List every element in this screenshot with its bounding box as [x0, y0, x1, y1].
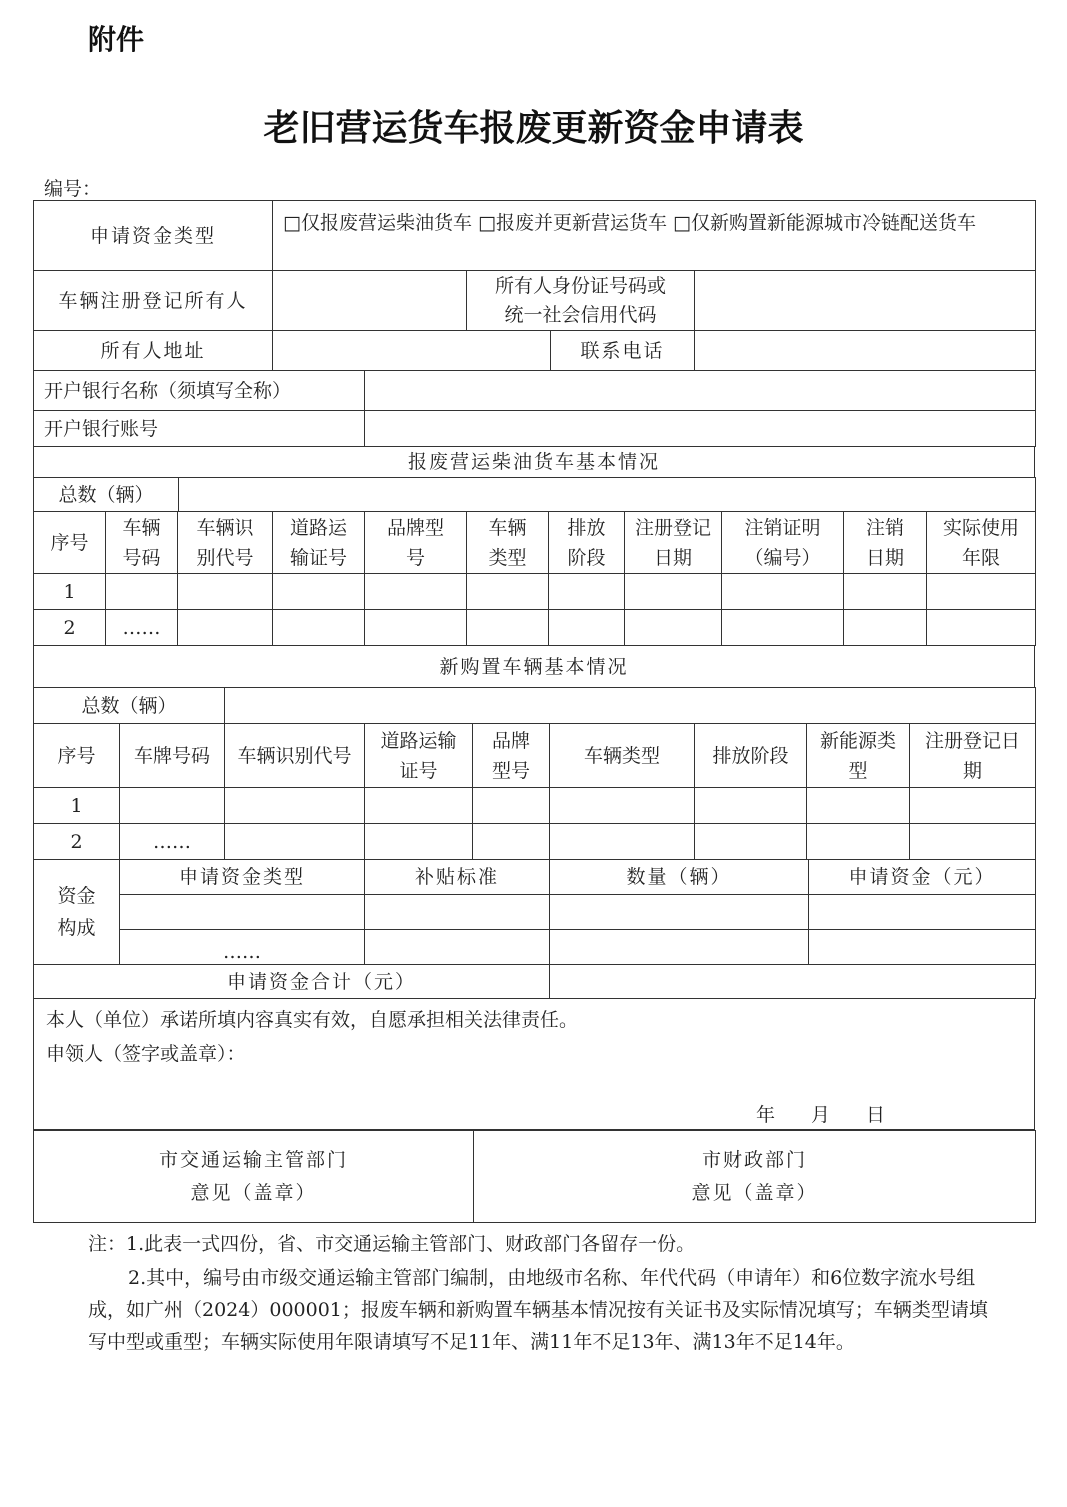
new-header-type: 车辆类型: [550, 724, 695, 788]
cell[interactable]: [365, 930, 550, 965]
attachment-label: 附件: [88, 23, 145, 56]
cell[interactable]: [807, 824, 910, 860]
applicant-info-table: [33, 200, 1036, 371]
cell[interactable]: [467, 610, 549, 646]
scrap-header-type: 车辆类型: [467, 512, 549, 574]
cell[interactable]: [550, 824, 695, 860]
funding-header-quantity: 数量（辆）: [550, 860, 809, 895]
new-total-label: 总数（辆）: [34, 688, 225, 724]
cell[interactable]: [550, 895, 809, 930]
notes: [88, 1228, 988, 1358]
cell[interactable]: [365, 574, 467, 610]
cell[interactable]: [120, 895, 365, 930]
row-index: 1: [34, 788, 120, 824]
option-new-cold-chain-only[interactable]: □仅新购置新能源城市冷链配送货车: [673, 212, 976, 234]
cell[interactable]: [722, 610, 844, 646]
cell[interactable]: [273, 574, 365, 610]
cell[interactable]: [844, 610, 927, 646]
new-vehicle-total-table: [33, 687, 1036, 724]
cell[interactable]: [467, 574, 549, 610]
serial-number-label: 编号：: [44, 178, 102, 200]
note-1: 注：1.此表一式四份，省、市交通运输主管部门、财政部门各留存一份。: [88, 1233, 696, 1255]
owner-field[interactable]: [273, 271, 467, 331]
new-total-field[interactable]: [225, 688, 1036, 724]
new-vehicle-section-title: 新购置车辆基本情况: [34, 646, 1035, 688]
cell[interactable]: [927, 610, 1036, 646]
cell[interactable]: [365, 824, 473, 860]
option-scrap-and-renew[interactable]: □报废并更新营运货车: [478, 212, 667, 234]
cell[interactable]: [625, 574, 722, 610]
scrap-section-header: [33, 446, 1035, 478]
cell[interactable]: [365, 788, 473, 824]
funding-total-field[interactable]: [550, 965, 1036, 999]
funding-header-type: 申请资金类型: [120, 860, 365, 895]
cell[interactable]: [225, 788, 365, 824]
date-day: 日: [866, 1104, 888, 1126]
date-year: 年: [756, 1104, 778, 1126]
cell[interactable]: [722, 574, 844, 610]
owner-id-field[interactable]: [695, 271, 1036, 331]
scrap-header-index: 序号: [34, 512, 106, 574]
scrap-total-field[interactable]: [179, 478, 1036, 512]
cell[interactable]: [473, 824, 550, 860]
new-header-permit: 道路运输证号: [365, 724, 473, 788]
cell[interactable]: [549, 610, 625, 646]
bank-name-label: 开户银行名称（须填写全称）: [34, 371, 365, 411]
fund-type-options: [273, 201, 1036, 271]
ellipsis-cell: ……: [120, 824, 225, 860]
fund-type-label: 申请资金类型: [34, 201, 273, 271]
new-header-index: 序号: [34, 724, 120, 788]
cell[interactable]: [910, 824, 1036, 860]
scrap-header-cancel-date: 注销日期: [844, 512, 927, 574]
cell[interactable]: [695, 788, 807, 824]
approval-table: [33, 1130, 1036, 1223]
phone-label: 联系电话: [551, 331, 695, 371]
cell[interactable]: [106, 574, 178, 610]
scrap-header-vin: 车辆识别代号: [178, 512, 273, 574]
cell[interactable]: [225, 824, 365, 860]
new-header-vin: 车辆识别代号: [225, 724, 365, 788]
cell[interactable]: [807, 788, 910, 824]
scrap-header-permit: 道路运输证号: [273, 512, 365, 574]
scrap-header-emission: 排放阶段: [549, 512, 625, 574]
table-row: [34, 930, 1036, 965]
bank-info-table: [33, 370, 1036, 447]
table-row: [34, 895, 1036, 930]
scrap-header-cancel-cert: 注销证明（编号）: [722, 512, 844, 574]
table-row: [34, 574, 1036, 610]
phone-field[interactable]: [695, 331, 1036, 371]
finance-dept-seal: 意见（盖章）: [691, 1181, 818, 1204]
row-index: 1: [34, 574, 106, 610]
cell[interactable]: [473, 788, 550, 824]
scrap-header-model: 品牌型号: [365, 512, 467, 574]
cell[interactable]: [178, 610, 273, 646]
ellipsis-cell: ……: [120, 930, 365, 965]
cell[interactable]: [273, 610, 365, 646]
cell[interactable]: [550, 788, 695, 824]
cell[interactable]: [120, 788, 225, 824]
owner-address-label: 所有人地址: [34, 331, 273, 371]
cell[interactable]: [809, 930, 1036, 965]
row-index: 2: [34, 824, 120, 860]
new-header-plate: 车牌号码: [120, 724, 225, 788]
finance-dept-opinion[interactable]: [474, 1131, 1036, 1223]
owner-label: 车辆注册登记所有人: [34, 271, 273, 331]
cell[interactable]: [844, 574, 927, 610]
cell[interactable]: [625, 610, 722, 646]
new-vehicle-table: [33, 723, 1036, 860]
cell[interactable]: [927, 574, 1036, 610]
scrap-total-label: 总数（辆）: [34, 478, 179, 512]
date-line: [756, 1100, 921, 1127]
funding-composition-label: 资金构成: [34, 860, 120, 965]
scrap-header-plate: 车辆号码: [106, 512, 178, 574]
scrap-header-reg-date: 注册登记日期: [625, 512, 722, 574]
bank-account-label: 开户银行账号: [34, 411, 365, 447]
cell[interactable]: [910, 788, 1036, 824]
form-title: 老旧营运货车报废更新资金申请表: [263, 108, 804, 149]
bank-account-field[interactable]: [365, 411, 1036, 447]
date-month: 月: [811, 1104, 833, 1126]
scrap-total-table: [33, 477, 1036, 512]
cell[interactable]: [550, 930, 809, 965]
new-vehicle-section-header: [33, 645, 1035, 688]
transport-dept-label: 市交通运输主管部门: [158, 1148, 348, 1171]
new-header-model: 品牌型号: [473, 724, 550, 788]
cell[interactable]: [695, 824, 807, 860]
cell[interactable]: [809, 895, 1036, 930]
cell[interactable]: [549, 574, 625, 610]
transport-dept-seal: 意见（盖章）: [190, 1181, 317, 1204]
scrap-section-title: 报废营运柴油货车基本情况: [34, 447, 1035, 478]
signer-label: 申领人（签字或盖章）：: [46, 1043, 246, 1065]
cell[interactable]: [365, 610, 467, 646]
owner-address-field[interactable]: [273, 331, 551, 371]
row-index: 2: [34, 610, 106, 646]
ellipsis-cell: ……: [106, 610, 178, 646]
table-row: [34, 788, 1036, 824]
cell[interactable]: [178, 574, 273, 610]
note-2: 2.其中，编号由市级交通运输主管部门编制，由地级市名称、年代代码（申请年）和6位数字流水号组成，如广州（2024）000001；报废车辆和新购置车辆基本情况按有关证书及实际情况填写；车辆类型请填写中型或重型；车辆实际使用年限请填写不足11年、满11年不足13年、满13年不足14年。: [88, 1267, 988, 1353]
funding-header-standard: 补贴标准: [365, 860, 550, 895]
new-header-energy-type: 新能源类型: [807, 724, 910, 788]
table-row: [34, 610, 1036, 646]
table-row: [34, 824, 1036, 860]
declaration-box: [33, 998, 1035, 1130]
new-header-reg-date: 注册登记日期: [910, 724, 1036, 788]
scrap-header-years: 实际使用年限: [927, 512, 1036, 574]
funding-header-amount: 申请资金（元）: [809, 860, 1036, 895]
transport-dept-opinion[interactable]: [34, 1131, 474, 1223]
finance-dept-label: 市财政部门: [701, 1148, 807, 1171]
option-scrap-only[interactable]: □仅报废营运柴油货车: [283, 212, 472, 234]
new-header-emission: 排放阶段: [695, 724, 807, 788]
declaration-promise: 本人（单位）承诺所填内容真实有效，自愿承担相关法律责任。: [46, 1009, 579, 1031]
owner-id-label: 所有人身份证号码或统一社会信用代码: [467, 271, 695, 331]
bank-name-field[interactable]: [365, 371, 1036, 411]
cell[interactable]: [365, 895, 550, 930]
funding-table: [33, 859, 1036, 999]
scrap-vehicle-table: [33, 511, 1036, 646]
funding-total-label: 申请资金合计（元）: [34, 965, 550, 999]
